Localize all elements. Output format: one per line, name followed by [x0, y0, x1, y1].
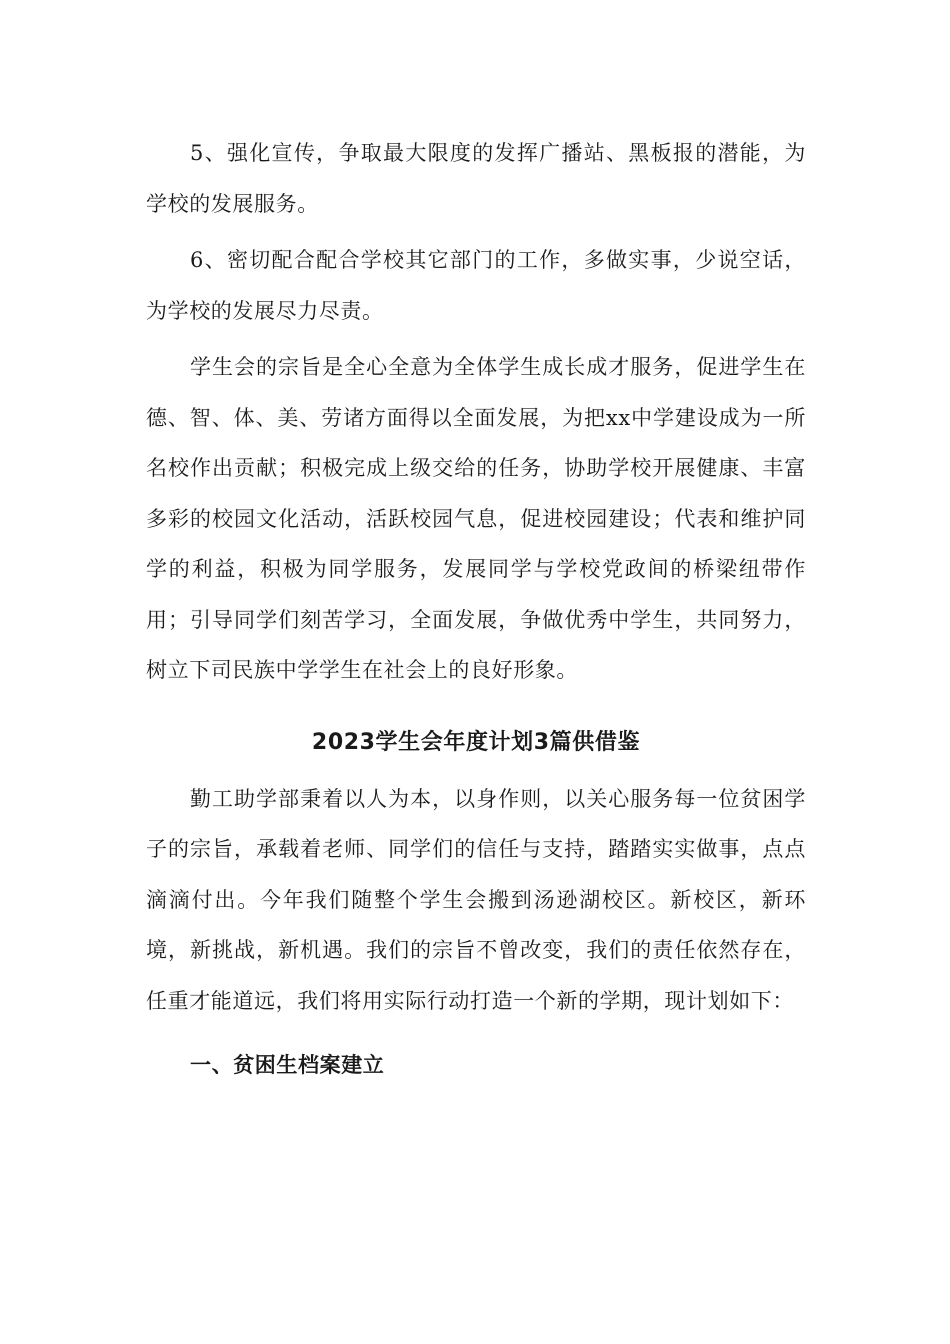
document-body [146, 128, 806, 1090]
section-title: 2023学生会年度计划3篇供借鉴 [311, 729, 641, 755]
paragraph-item-6: 6、密切配合配合学校其它部门的工作，多做实事，少说空话，为学校的发展尽力尽责。 [146, 248, 806, 323]
paragraph-purpose: 学生会的宗旨是全心全意为全体学生成长成才服务，促进学生在德、智、体、美、劳诸方面得以全面发展，为把xx中学建设成为一所名校作出贡献；积极完成上级交给的任务，协助学校开展健康、丰富多彩的校园文化活动，活跃校园气息，促进校园建设；代表和维护同学的利益，积极为同学服务，发展同学与学校党政间的桥梁纽带作用；引导同学们刻苦学习，全面发展，争做优秀中学生，共同努力，树立下司民族中学学生在社会上的良好形象。 [146, 355, 806, 682]
title-gap [146, 696, 806, 718]
paragraph-intro: 勤工助学部秉着以人为本，以身作则，以关心服务每一位贫困学子的宗旨，承载着老师、同学们的信任与支持，踏踏实实做事，点点滴滴付出。今年我们随整个学生会搬到汤逊湖校区。新校区，新环境，新挑战，新机遇。我们的宗旨不曾改变，我们的责任依然存在，任重才能道远，我们将用实际行动打造一个新的学期，现计划如下： [146, 786, 806, 1013]
paragraph-item-5: 5、强化宣传，争取最大限度的发挥广播站、黑板报的潜能，为学校的发展服务。 [146, 141, 806, 216]
heading-gap [146, 1026, 806, 1040]
section-heading-1: 一、贫困生档案建立 [190, 1053, 385, 1077]
